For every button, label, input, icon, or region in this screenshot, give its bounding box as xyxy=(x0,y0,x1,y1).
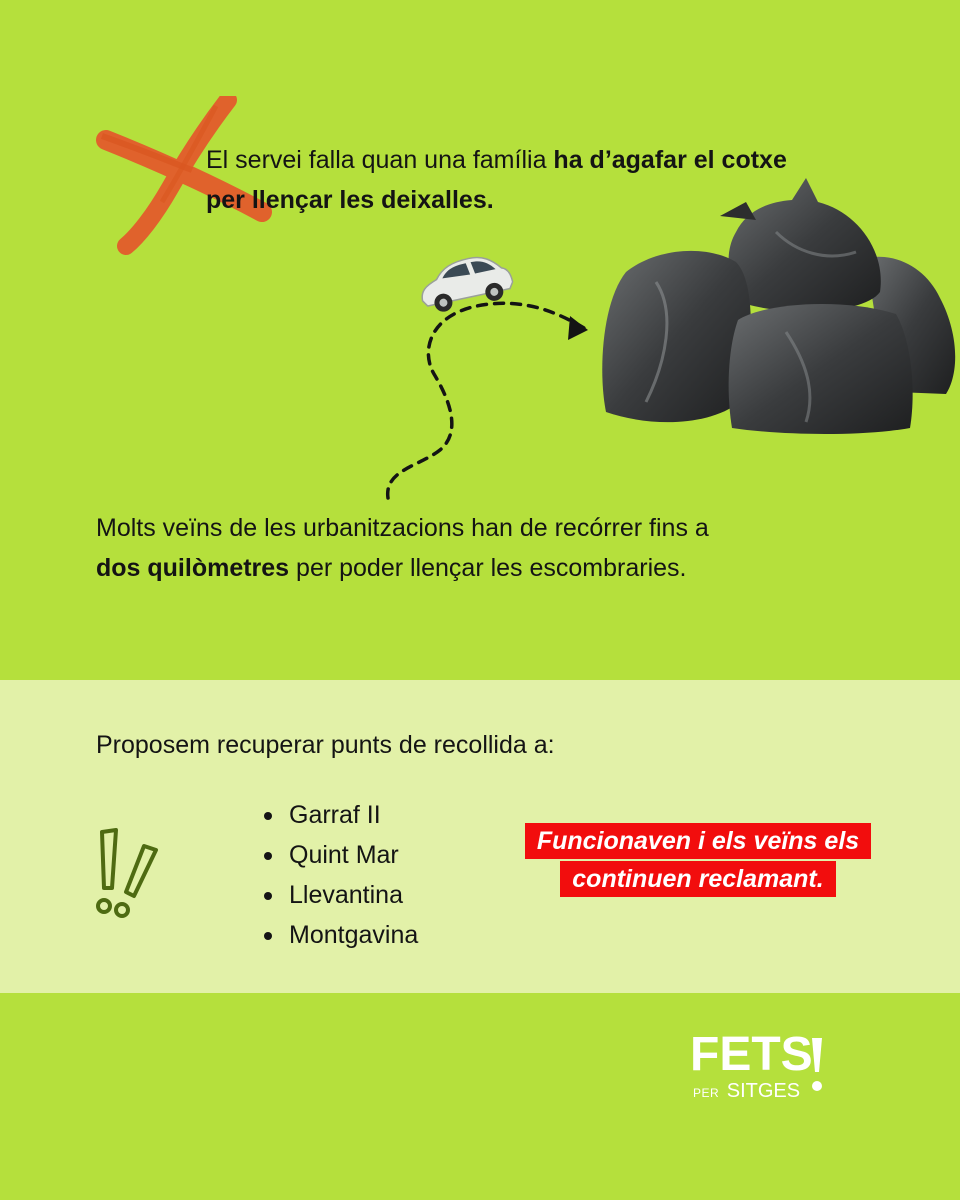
logo-sitges: SITGES xyxy=(726,1080,801,1102)
dashed-path-icon xyxy=(380,290,600,510)
highlight-text: Funcionaven i els veïns els continuen reclamant. xyxy=(525,823,871,897)
double-exclamation-icon xyxy=(92,826,162,922)
distance-before: Molts veïns de les urbanitzacions han de recórrer fins a xyxy=(96,514,709,542)
trash-bags-icon xyxy=(596,172,960,438)
highlight-callout xyxy=(498,822,898,898)
list-item: Montgavina xyxy=(260,915,418,955)
places-list xyxy=(260,795,418,955)
exclamation-logo-icon xyxy=(808,1036,826,1094)
list-item: Quint Mar xyxy=(260,835,418,875)
distance-text xyxy=(96,508,716,588)
distance-bold: dos quilòmetres xyxy=(96,554,290,582)
logo-sub-text xyxy=(693,1080,800,1104)
list-item: Garraf II xyxy=(260,795,418,835)
logo-main-text: FETS xyxy=(690,1028,813,1081)
list-item: Llevantina xyxy=(260,875,418,915)
statement-bold: ha d’agafar el cotxe per llençar les deixalles. xyxy=(206,146,787,214)
statement-normal: El servei falla quan una família xyxy=(206,146,554,174)
proposal-intro: Proposem recuperar punts de recollida a: xyxy=(96,731,555,759)
distance-after: per poder llençar les escombraries. xyxy=(289,554,687,582)
logo-per: PER xyxy=(693,1086,720,1100)
fets-logo xyxy=(690,1030,840,1102)
